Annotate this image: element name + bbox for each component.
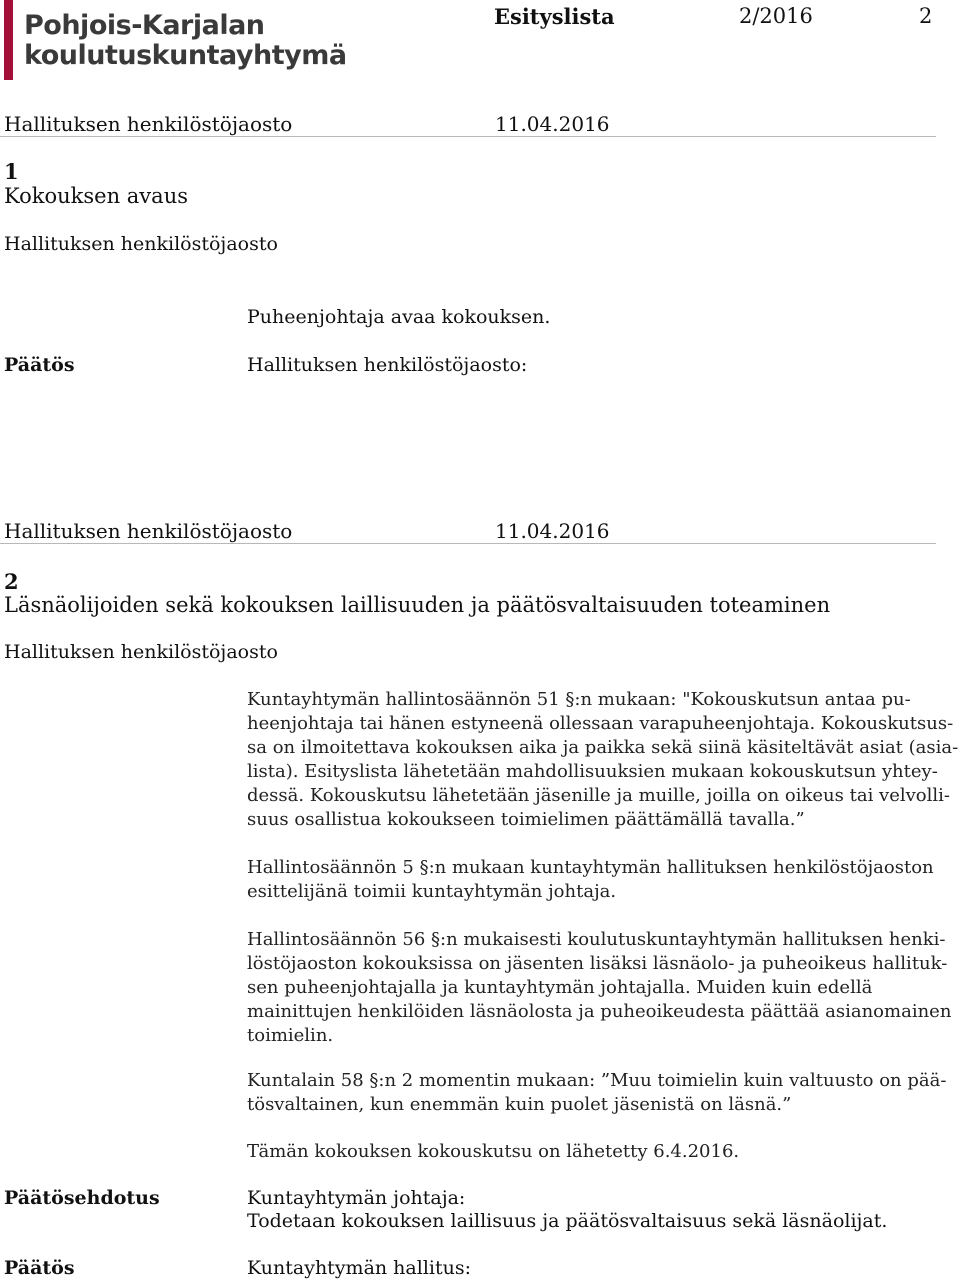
text-line: toimielin. <box>247 1025 334 1046</box>
text-line: mainittujen henkilöiden läsnäolosta ja puheoikeudesta päättää asianomainen <box>247 1001 952 1022</box>
section-title: Läsnäolijoiden sekä kokouksen laillisuuden ja päätösvaltaisuuden toteaminen <box>4 593 831 617</box>
section-number: 2 <box>4 569 19 594</box>
header-rule <box>0 136 936 137</box>
text-line: heenjohtaja tai hänen estyneenä ollessaan varapuheenjohtaja. Kokouskutsus- <box>247 713 954 734</box>
text-line: Tämän kokouksen kokouskutsu on lähetetty 6.4.2016. <box>247 1141 740 1162</box>
paragraph <box>247 928 959 1048</box>
paragraph <box>247 688 959 832</box>
text-line: dessä. Kokouskutsu lähetetään jäsenille ja muille, joilla on oikeus tai velvolli- <box>247 785 950 806</box>
proposal-label: Päätösehdotus <box>4 1187 160 1209</box>
section-title: Kokouksen avaus <box>4 184 188 208</box>
text-line: lista). Esityslista lähetetään mahdollisuuksien mukaan kokouskutsun yhtey- <box>247 761 938 782</box>
decision-org: Kuntayhtymän hallitus: <box>247 1257 471 1279</box>
decision-org: Hallituksen henkilöstöjaosto: <box>247 354 528 376</box>
text-line: Kuntalain 58 §:n 2 momentin mukaan: ”Muu toimielin kuin valtuusto on pää- <box>247 1070 947 1091</box>
proposal-text: Todetaan kokouksen laillisuus ja päätösvaltaisuus sekä läsnäolijat. <box>247 1210 888 1232</box>
section-body: Puheenjohtaja avaa kokouksen. <box>247 306 551 328</box>
section-org: Hallituksen henkilöstöjaosto <box>4 233 278 255</box>
text-line: löstöjaoston kokouksissa on jäsenten lisäksi läsnäolo- ja puheoikeus hallituk- <box>247 953 948 974</box>
document-type-title: Esityslista <box>494 4 615 29</box>
document-number: 2/2016 <box>739 4 813 28</box>
header-rule <box>0 543 936 544</box>
running-header-date: 11.04.2016 <box>495 112 610 136</box>
decision-label: Päätös <box>4 1257 75 1279</box>
logo-line-2: koulutuskuntayhtymä <box>24 40 347 71</box>
text-line: tösvaltainen, kun enemmän kuin puolet jäsenistä on läsnä.” <box>247 1094 792 1115</box>
section-number: 1 <box>4 159 19 184</box>
paragraph <box>247 856 959 904</box>
text-line: sen puheenjohtajalla ja kuntayhtymän johtajalla. Muiden kuin edellä <box>247 977 873 998</box>
text-line: Hallintosäännön 5 §:n mukaan kuntayhtymän hallituksen henkilöstöjaoston <box>247 857 934 878</box>
text-line: Kuntayhtymän hallintosäännön 51 §:n mukaan: "Kokouskutsun antaa pu- <box>247 689 911 710</box>
text-line: sa on ilmoitettava kokouksen aika ja paikka sekä siinä käsiteltävät asiat (asia- <box>247 737 959 758</box>
running-header-org: Hallituksen henkilöstöjaosto <box>4 519 293 543</box>
running-header-date: 11.04.2016 <box>495 519 610 543</box>
running-header-org: Hallituksen henkilöstöjaosto <box>4 112 293 136</box>
paragraph <box>247 1069 959 1117</box>
paragraph <box>247 1140 959 1164</box>
proposal-author: Kuntayhtymän johtaja: <box>247 1187 466 1209</box>
text-line: suus osallistua kokoukseen toimielimen päättämällä tavalla.” <box>247 809 805 830</box>
decision-label: Päätös <box>4 354 75 376</box>
text-line: esittelijänä toimii kuntayhtymän johtaja. <box>247 881 617 902</box>
logo-line-1: Pohjois-Karjalan <box>24 10 265 41</box>
page-number: 2 <box>919 4 933 28</box>
logo-mark <box>4 0 13 80</box>
text-line: Hallintosäännön 56 §:n mukaisesti koulutuskuntayhtymän hallituksen henki- <box>247 929 946 950</box>
section-org: Hallituksen henkilöstöjaosto <box>4 641 278 663</box>
